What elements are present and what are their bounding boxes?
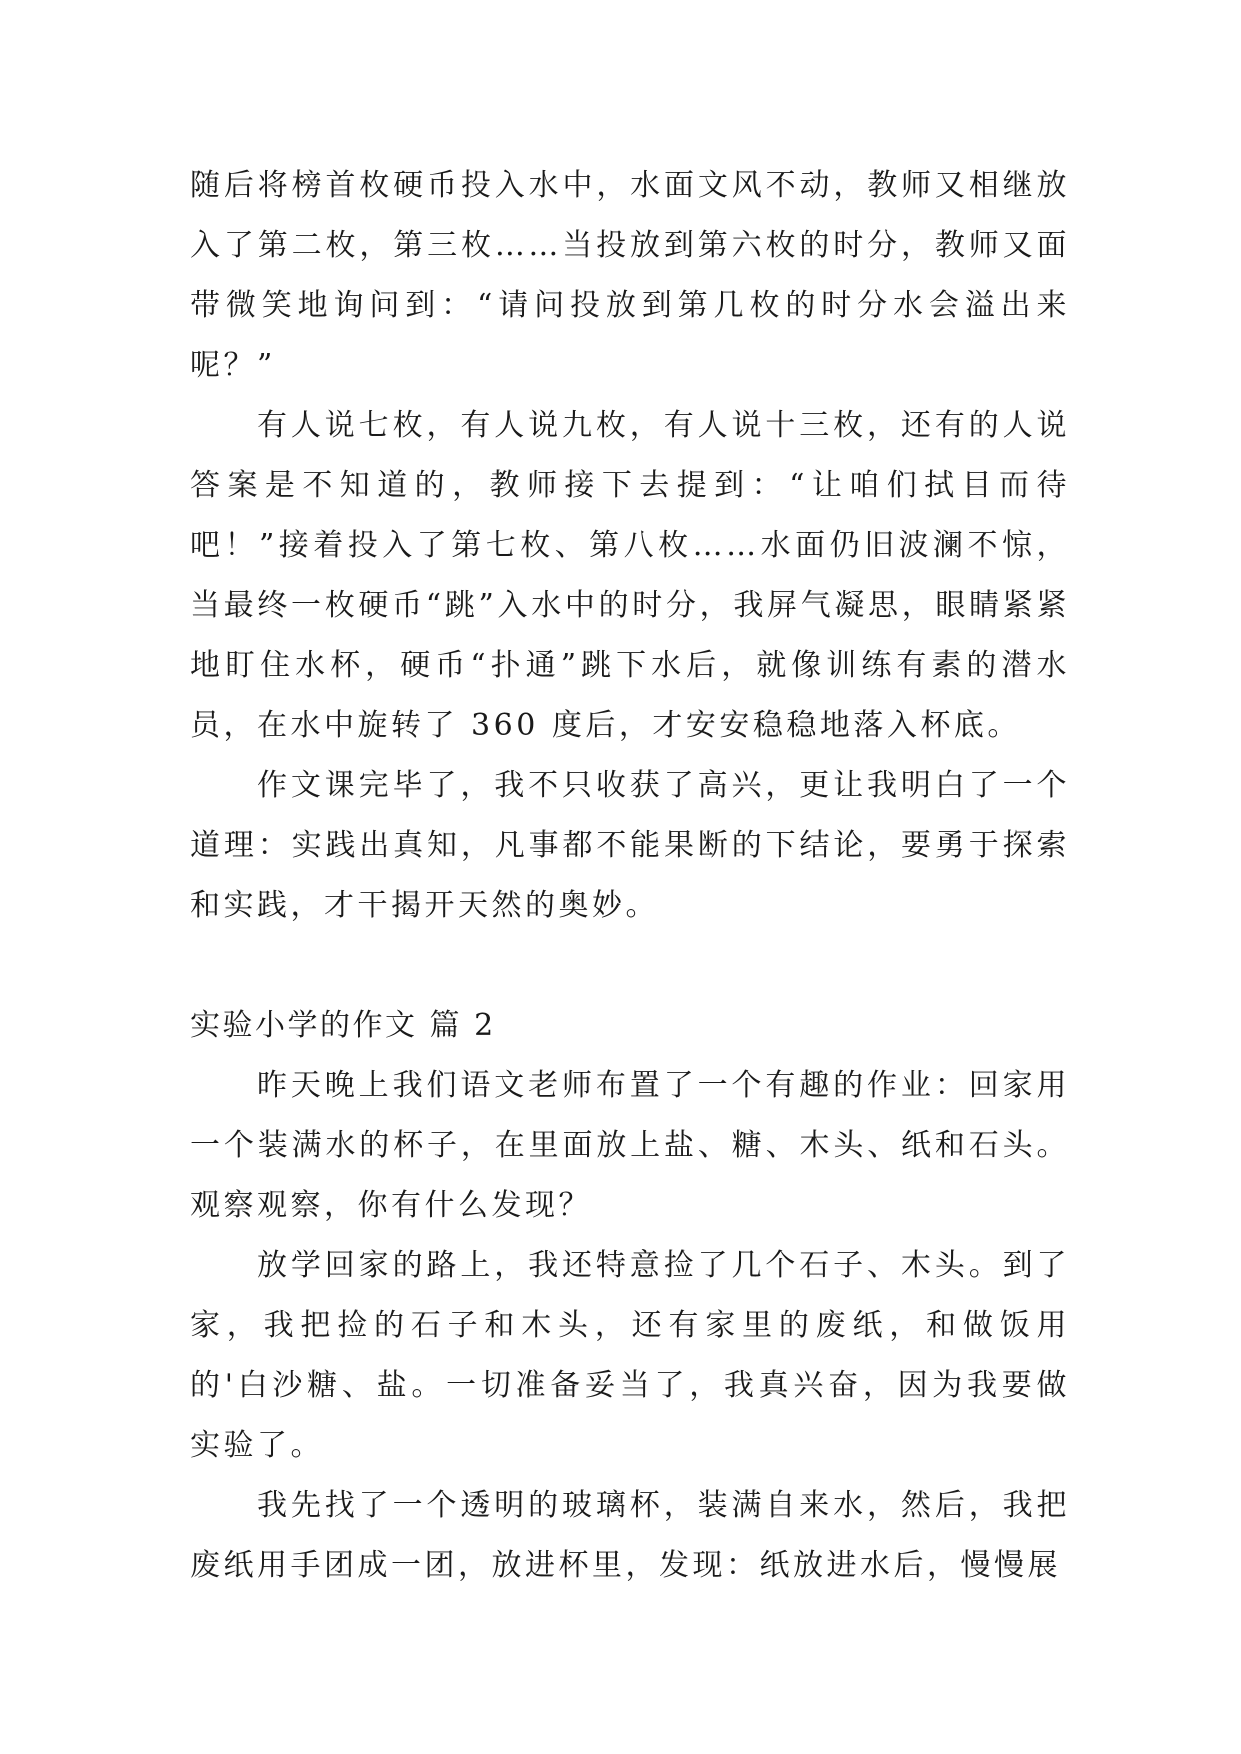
paragraph-conclusion: 作文课完毕了，我不只收获了高兴，更让我明白了一个道理：实践出真知，凡事都不能果断的下结论，要勇于探索和实践，才干揭开天然的奥妙。: [190, 768, 1070, 923]
section-heading: 实验小学的作文 篇 2: [190, 1008, 496, 1043]
paragraph-homework: 昨天晚上我们语文老师布置了一个有趣的作业：回家用一个装满水的杯子，在里面放上盐、糖、木头、纸和石头。观察观察，你有什么发现？: [190, 1068, 1070, 1223]
paragraph-guesses: 有人说七枚，有人说九枚，有人说十三枚，还有的人说答案是不知道的，教师接下去提到：“让咱们拭目而待吧！”接着投入了第七枚、第八枚……水面仍旧波澜不惊，当最终一枚硬币“跳”入水中的时分，我屏气凝思，眼睛紧紧地盯住水杯，硬币“扑通”跳下水后，就像训练有素的潜水员，在水中旋转了 360 度后，才安安稳稳地落入杯底。: [190, 408, 1070, 743]
paragraph-preparation: 放学回家的路上，我还特意捡了几个石子、木头。到了家，我把捡的石子和木头，还有家里的废纸，和做饭用的'白沙糖、盐。一切准备妥当了，我真兴奋，因为我要做实验了。: [190, 1248, 1070, 1463]
paragraph-experiment: 我先找了一个透明的玻璃杯，装满自来水，然后，我把废纸用手团成一团，放进杯里，发现：纸放进水后，慢慢展: [190, 1488, 1070, 1583]
paragraph-coin-drop: 随后将榜首枚硬币投入水中，水面文风不动，教师又相继放入了第二枚，第三枚……当投放到第六枚的时分，教师又面带微笑地询问到：“请问投放到第几枚的时分水会溢出来呢？”: [190, 168, 1070, 383]
document-body: [190, 156, 1070, 1596]
